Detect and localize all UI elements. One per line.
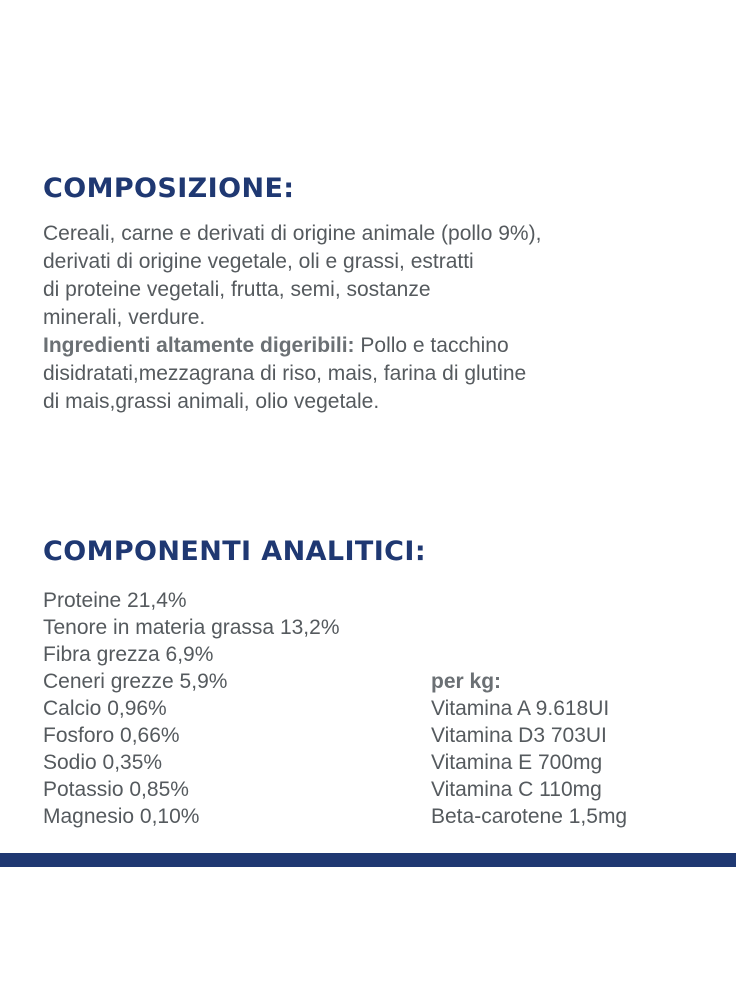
composition-line: minerali, verdure. [43,306,206,329]
analytics-heading: COMPONENTI ANALITICI: [43,536,427,567]
vitamin-item: Vitamina E 700mg [431,751,603,774]
composition-line: di proteine vegetali, frutta, semi, sostanze [43,278,431,301]
analytic-item: Sodio 0,35% [43,751,163,774]
digestible-ingredients-line: disidratati,mezzagrana di riso, mais, farina di glutine [43,362,527,385]
composition-text [43,220,733,416]
analytic-item: Tenore in materia grassa 13,2% [43,616,340,639]
analytic-item: Magnesio 0,10% [43,805,200,828]
analytic-item: Ceneri grezze 5,9% [43,670,228,693]
digestible-ingredients-line [43,332,733,360]
composition-line: Cereali, carne e derivati di origine animale (pollo 9%), [43,222,542,245]
analytic-item: Fosforo 0,66% [43,724,180,747]
analytic-item: Potassio 0,85% [43,778,189,801]
per-kg-label: per kg: [431,670,502,693]
digestible-ingredients-line: di mais,grassi animali, olio vegetale. [43,390,380,413]
digestible-ingredients-text: Pollo e tacchino [354,334,509,357]
footer-band [0,853,736,867]
digestible-ingredients-label: Ingredienti altamente digeribili: [43,334,355,357]
analytic-item: Fibra grezza 6,9% [43,643,214,666]
analytic-item: Calcio 0,96% [43,697,167,720]
analytic-item: Proteine 21,4% [43,589,187,612]
composition-heading: COMPOSIZIONE: [43,173,295,204]
analytic-components-list [43,587,340,830]
vitamins-per-kg-list [431,668,627,830]
vitamin-item: Vitamina D3 703UI [431,724,607,747]
composition-line: derivati di origine vegetale, oli e grassi, estratti [43,250,474,273]
vitamin-item: Vitamina A 9.618UI [431,697,610,720]
vitamin-item: Vitamina C 110mg [431,778,602,801]
vitamin-item: Beta-carotene 1,5mg [431,805,628,828]
